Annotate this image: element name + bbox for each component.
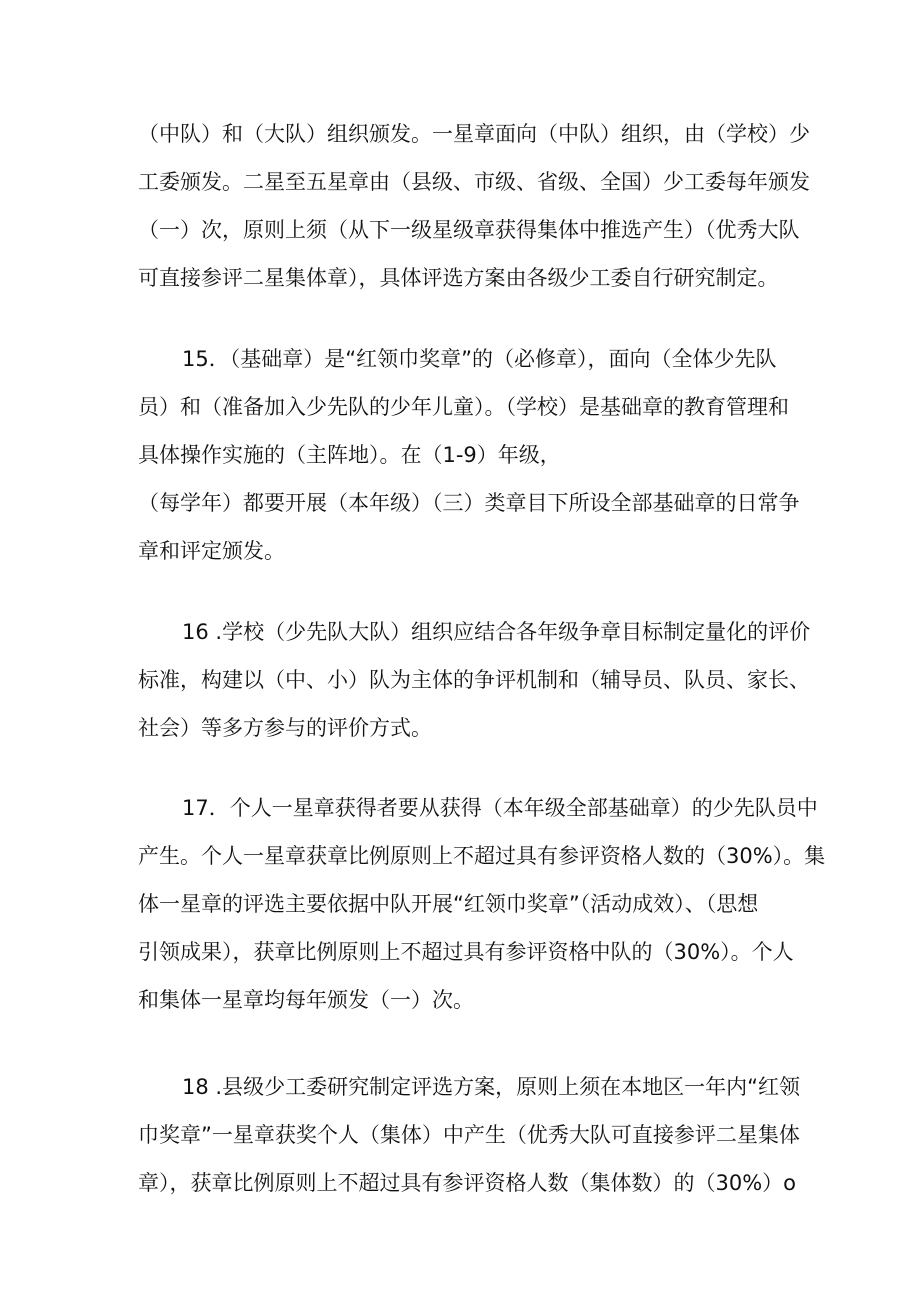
text-line: 章），获章比例原则上不超过具有参评资格人数（集体数）的（30%）o	[138, 1171, 797, 1195]
text-line: 巾奖章”一星章获奖个人（集体）中产生（优秀大队可直接参评二星集体	[138, 1123, 800, 1147]
text-line: 员）和（准备加入少先队的少年儿童）。（学校）是基础章的教育管理和	[138, 395, 789, 419]
paragraph-item-15	[138, 335, 798, 575]
text-line: 标准，构建以（中、小）队为主体的争评机制和（辅导员、队员、家长、	[138, 668, 810, 692]
text-line: 可直接参评二星集体章），具体评选方案由各级少工委自行研究制定。	[138, 266, 779, 290]
paragraph-continuation	[138, 110, 810, 302]
text-line: 16 .学校（少先队大队）组织应结合各年级争章目标制定量化的评价	[182, 620, 811, 644]
text-line: （一）次，原则上须（从下一级星级章获得集体中推选产生）（优秀大队	[138, 218, 800, 242]
text-line: 具体操作实施的（主阵地）。在（1-9）年级，	[138, 443, 561, 467]
text-line: 和集体一星章均每年颁发（一）次。	[138, 988, 474, 1012]
text-line: 产生。个人一星章获章比例原则上不超过具有参评资格人数的（30%）。集	[138, 844, 826, 868]
paragraph-item-18	[138, 1063, 798, 1207]
text-line: 17．个人一星章获得者要从获得（本年级全部基础章）的少先队员中	[182, 796, 818, 820]
paragraph-item-17	[138, 784, 826, 1024]
text-line: 工委颁发。二星至五星章由（县级、市级、省级、全国）少工委每年颁发	[138, 170, 810, 194]
text-line: 章和评定颁发。	[138, 539, 285, 563]
text-line: 社会）等多方参与的评价方式。	[138, 716, 432, 740]
text-line: （每学年）都要开展（本年级）（三）类章目下所设全部基础章的日常争	[138, 491, 800, 515]
text-line: 体一星章的评选主要依据中队开展“红领巾奖章”（活动成效）、（思想	[138, 892, 759, 916]
text-line: 引领成果），获章比例原则上不超过具有参评资格中队的（30%）。个人	[138, 940, 794, 964]
paragraph-item-16	[138, 608, 811, 752]
text-line: 15．（基础章）是“红领巾奖章”的（必修章），面向（全体少先队	[182, 347, 777, 371]
text-line: （中队）和（大队）组织颁发。一星章面向（中队）组织，由（学校）少	[138, 122, 810, 146]
text-line: 18 .县级少工委研究制定评选方案，原则上须在本地区一年内“红领	[182, 1075, 800, 1099]
